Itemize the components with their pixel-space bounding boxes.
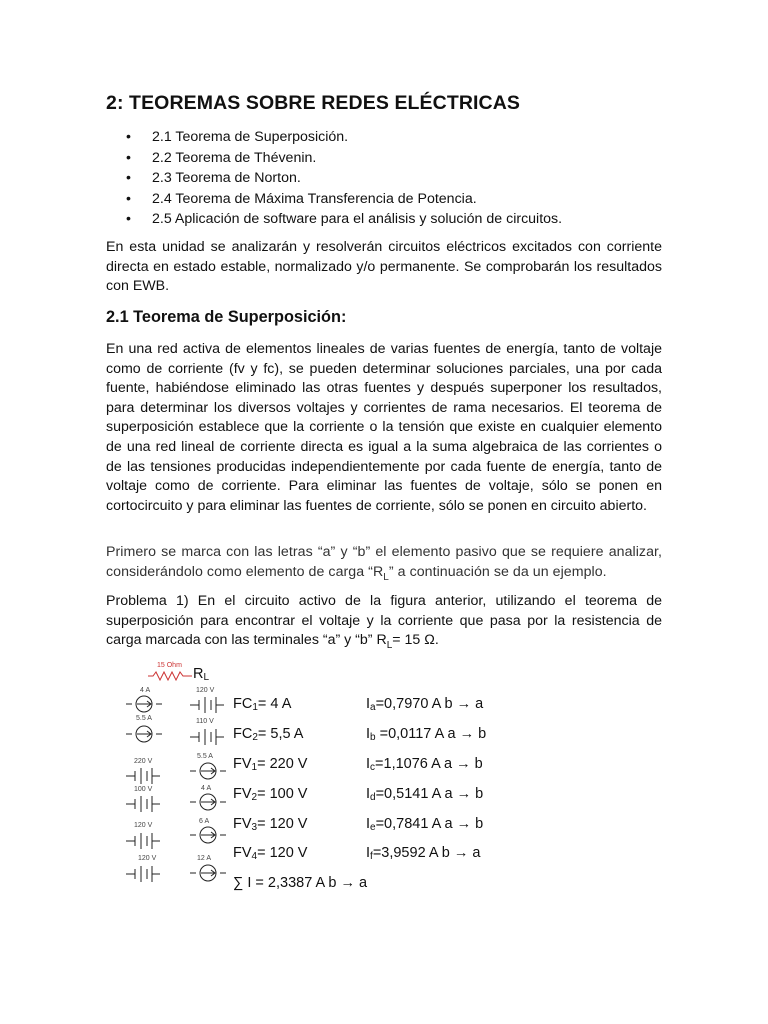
source-value-label: 6 A — [199, 818, 210, 825]
list-item: • 2.5 Aplicación de software para el análisis y solución de circuitos. — [126, 209, 562, 230]
current-result: $I_f=3,9592$ A b → a — [366, 845, 481, 862]
battery-icon — [190, 727, 224, 747]
chapter-heading: 2: TEOREMAS SOBRE REDES ELÉCTRICAS — [106, 92, 521, 114]
source-label: $FV_3= 120$ V — [233, 816, 308, 833]
list-item: • 2.1 Teorema de Superposición. — [126, 127, 562, 148]
current-result: $I_e=0,7841$ A a → b — [366, 816, 484, 833]
current-result: $I_b =0,0117$ A a → b — [366, 726, 487, 743]
current-source-icon — [190, 826, 226, 844]
current-result: $I_d=0,5141$ A a → b — [366, 786, 484, 803]
source-value-label: 5.5 A — [136, 715, 152, 722]
source-value-label: 12 A — [197, 855, 212, 862]
rl-label: $R_L$ — [193, 666, 210, 683]
source-value-label: 110 V — [196, 718, 214, 725]
current-result: $I_a=0,7970$ A b → a — [366, 696, 484, 713]
source-label: $FC_1= 4$ A — [233, 696, 292, 713]
battery-icon — [126, 766, 160, 786]
text-part: = 15 Ω. — [392, 632, 439, 649]
current-source-icon — [190, 864, 226, 882]
source-label: $FC_2= 5,5$ A — [233, 726, 304, 743]
theory-paragraph: En una red activa de elementos lineales de varias fuentes de energía, tanto de voltaje como de corriente (fv y fc), se pueden determinar soluciones parciales, una por cada fuente, habiéndose eliminado las otras fuentes y después superponer los resultados, para determinar los diversos voltajes y corrientes de rama necesarios. El teorema de superposición establece que la corriente o la tensión que existe en cualquier elemento de una red lineal de corriente directa es igual a la suma algebraica de las corrientes o de las tensiones producidas independientemente por cada fuente de energía, tanto de voltaje como de corriente. Para eliminar las fuentes de voltaje, sólo se ponen en cortocircuito y para eliminar las fuentes de corriente, sólo se ponen en circuito abierto. — [106, 341, 662, 514]
current-source-icon — [126, 725, 162, 743]
list-item: • 2.2 Teorema de Thévenin. — [126, 148, 562, 169]
current-source-icon — [190, 793, 226, 811]
source-value-label: 4 A — [140, 687, 151, 694]
text-part: Problema 1) En el circuito activo de la figura anterior, utilizando el teorema de superposición para encontrar el voltaje y la corriente que pasa por la resistencia de carga marcada con las terminales “a” y “b” R — [106, 593, 662, 649]
source-value-label: 120 V — [196, 687, 215, 694]
list-item: • 2.4 Teorema de Máxima Transferencia de Potencia. — [126, 189, 562, 210]
topic-list — [126, 127, 562, 230]
source-value-label: 120 V — [138, 855, 157, 862]
source-value-label: 100 V — [134, 786, 153, 793]
source-value-label: 4 A — [201, 785, 212, 792]
battery-icon — [126, 794, 160, 814]
source-label: $FV_1= 220$ V — [233, 756, 308, 773]
battery-icon — [126, 831, 160, 851]
current-source-icon — [126, 695, 162, 713]
resistor-icon — [148, 670, 193, 682]
text-part: ” a continuación se da un ejemplo. — [388, 563, 607, 580]
resistor-value-label: 15 Ohm — [157, 662, 182, 669]
battery-icon — [126, 864, 160, 884]
source-label: $FV_2= 100$ V — [233, 786, 308, 803]
source-value-label: 120 V — [134, 822, 153, 829]
current-result: $I_c=1,1076$ A a → b — [366, 756, 483, 773]
subscript: L — [383, 571, 389, 583]
current-sum: ∑ I = 2,3387 A b → a — [233, 875, 368, 891]
text-part: Primero se marca con las letras “a” y “b” el elemento pasivo que se requiere analizar, considerándolo como elemento de carga “R — [106, 544, 662, 580]
intro-paragraph: En esta unidad se analizarán y resolverán circuitos eléctricos excitados con corriente directa en estado estable, normalizado y/o permanente. Se comprobarán los resultados con EWB. — [106, 239, 662, 295]
problem-paragraph — [106, 592, 662, 656]
source-label: $FV_4= 120$ V — [233, 845, 308, 862]
list-item: • 2.3 Teorema de Norton. — [126, 168, 562, 189]
source-value-label: 220 V — [134, 758, 153, 765]
section-title: 2.1 Teorema de Superposición: — [106, 308, 347, 326]
battery-icon — [190, 695, 224, 715]
marking-paragraph — [106, 543, 662, 587]
source-value-label: 5.5 A — [197, 753, 213, 760]
subscript: L — [386, 640, 393, 652]
current-source-icon — [190, 762, 226, 780]
